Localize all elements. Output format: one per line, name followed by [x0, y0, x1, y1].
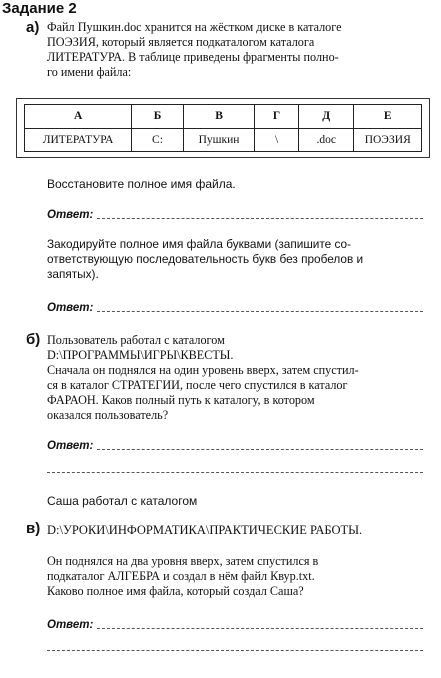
table-cell: С:: [132, 128, 184, 152]
answer-row-a1: [47, 209, 423, 221]
answer-field[interactable]: [97, 310, 423, 312]
table-cell: ЛИТЕРАТУРА: [25, 128, 132, 152]
text-line: ответствующую последовательность букв без пробелов и: [47, 252, 364, 266]
part-b-letter: б): [26, 331, 41, 348]
text-line: ФАРАОН. Каков полный путь к каталогу, в котором: [47, 393, 315, 407]
text-line: Он поднялся на два уровня вверх, затем спустился в: [47, 554, 319, 568]
text-line: ПОЭЗИЯ, который является подкаталогом каталога: [47, 35, 315, 49]
table-cell: ПОЭЗИЯ: [354, 128, 422, 152]
text-line: D:\ПРОГРАММЫ\ИГРЫ\КВЕСТЫ.: [47, 348, 234, 362]
table-cell: Пушкин: [183, 128, 254, 152]
part-c-path: [47, 523, 425, 538]
text-line: подкаталог АЛГЕБРА и создал в нём файл Квур.txt.: [47, 569, 315, 583]
filename-fragments-table: [24, 104, 422, 152]
text-line: го имени файла:: [47, 65, 132, 79]
task-heading: Задание 2: [2, 0, 77, 17]
table-header-cell: В: [183, 105, 254, 129]
answer-label: Ответ:: [47, 209, 94, 221]
table-header-cell: А: [25, 105, 132, 129]
part-a-text: [47, 20, 428, 80]
text-line: запятых).: [47, 267, 99, 281]
answer-label: Ответ:: [47, 302, 94, 314]
part-c-letter: в): [26, 520, 41, 537]
table-header-cell: Е: [354, 105, 422, 129]
table-header-cell: Г: [255, 105, 299, 129]
table-cell: .doc: [298, 128, 354, 152]
part-a-letter: а): [26, 19, 40, 36]
part-c-text: [47, 554, 425, 599]
answer-extra-line[interactable]: [47, 650, 423, 651]
table-cell: \: [255, 128, 299, 152]
answer-row-b: [47, 440, 423, 452]
filename-table-frame: [16, 98, 430, 158]
table-header-cell: Б: [132, 105, 184, 129]
answer-extra-line[interactable]: [47, 472, 423, 473]
answer-row-a2: [47, 302, 423, 314]
table-header-row: [25, 105, 422, 129]
part-b-text: [47, 333, 425, 423]
answer-label: Ответ:: [47, 440, 94, 452]
part-c-intro: Саша работал с каталогом: [47, 494, 198, 508]
text-line: Закодируйте полное имя файла буквами (запишите со-: [47, 237, 351, 251]
text-line: Пользователь работал с каталогом: [47, 333, 225, 347]
task-encode: [47, 237, 425, 282]
table-header-cell: Д: [298, 105, 354, 129]
text-line: ЛИТЕРАТУРА. В таблице приведены фрагменты полно-: [47, 50, 339, 64]
answer-field[interactable]: [97, 627, 423, 629]
text-line: ся в каталог СТРАТЕГИИ, после чего спустился в каталог: [47, 378, 348, 392]
answer-field[interactable]: [97, 448, 423, 450]
answer-field[interactable]: [97, 217, 423, 219]
text-line: Каково полное имя файла, который создал Саша?: [47, 584, 304, 598]
text-line: оказался пользователь?: [47, 408, 169, 422]
text-line: Сначала он поднялся на один уровень вверх, затем спустил-: [47, 363, 359, 377]
answer-row-c: [47, 619, 423, 631]
answer-label: Ответ:: [47, 619, 94, 631]
text-line: D:\УРОКИ\ИНФОРМАТИКА\ПРАКТИЧЕСКИЕ РАБОТЫ.: [47, 523, 363, 537]
task-restore-name: Восстановите полное имя файла.: [47, 177, 236, 191]
text-line: Файл Пушкин.doc хранится на жёстком диске в каталоге: [47, 20, 342, 34]
table-row: [25, 128, 422, 152]
